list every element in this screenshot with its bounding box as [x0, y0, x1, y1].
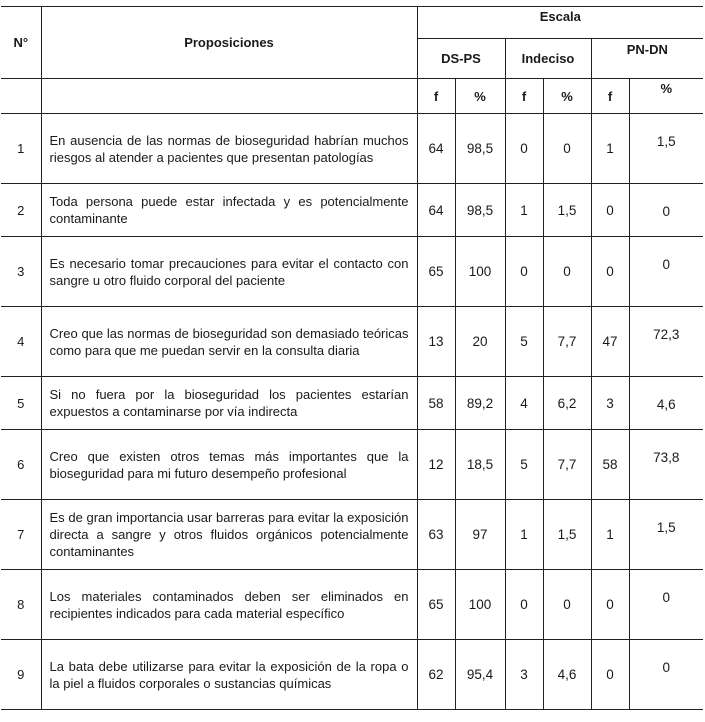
percent-cell: 72,3 [629, 307, 703, 377]
sub-header-f: f [417, 79, 455, 114]
frequency-cell: 0 [591, 184, 629, 237]
sub-header-f: f [505, 79, 543, 114]
frequency-cell: 1 [505, 184, 543, 237]
frequency-cell: 1 [591, 114, 629, 184]
percent-cell: 18,5 [455, 430, 505, 500]
percent-cell: 4,6 [629, 377, 703, 430]
col-propositions-header: Proposiciones [41, 7, 417, 79]
row-number: 1 [1, 114, 41, 184]
percent-cell: 20 [455, 307, 505, 377]
percent-cell: 100 [455, 237, 505, 307]
table-row [1, 430, 703, 500]
frequency-cell: 58 [417, 377, 455, 430]
percent-cell: 95,4 [455, 640, 505, 710]
percent-cell: 0 [543, 114, 591, 184]
percent-cell: 1,5 [543, 500, 591, 570]
row-number: 9 [1, 640, 41, 710]
frequency-cell: 1 [505, 500, 543, 570]
percent-cell: 0 [629, 640, 703, 710]
frequency-cell: 13 [417, 307, 455, 377]
percent-cell: 1,5 [629, 114, 703, 184]
table-row [1, 114, 703, 184]
percent-cell: 100 [455, 570, 505, 640]
bioseguridad-table [1, 6, 703, 710]
frequency-cell: 3 [505, 640, 543, 710]
percent-cell: 0 [543, 237, 591, 307]
percent-cell: 0 [543, 570, 591, 640]
table-row [1, 307, 703, 377]
table-row [1, 570, 703, 640]
table-row [1, 500, 703, 570]
percent-cell: 1,5 [629, 500, 703, 570]
row-number: 3 [1, 237, 41, 307]
percent-cell: 97 [455, 500, 505, 570]
frequency-cell: 3 [591, 377, 629, 430]
percent-cell: 89,2 [455, 377, 505, 430]
frequency-cell: 65 [417, 570, 455, 640]
frequency-cell: 63 [417, 500, 455, 570]
group-ds-ps-header: DS-PS [417, 39, 505, 79]
proposition-text: Es necesario tomar precauciones para evitar el contacto con sangre u otro fluido corporal del paciente [41, 237, 417, 307]
proposition-text: Toda persona puede estar infectada y es potencialmente contaminante [41, 184, 417, 237]
proposition-text: Es de gran importancia usar barreras para evitar la exposición directa a sangre y otros fluidos orgánicos potencialmente contaminantes [41, 500, 417, 570]
percent-cell: 1,5 [543, 184, 591, 237]
percent-cell: 4,6 [543, 640, 591, 710]
table-row [1, 184, 703, 237]
sub-header-pct: % [455, 79, 505, 114]
percent-cell: 0 [629, 237, 703, 307]
frequency-cell: 0 [591, 640, 629, 710]
scale-header: Escala [417, 7, 703, 39]
row-number: 5 [1, 377, 41, 430]
frequency-cell: 5 [505, 430, 543, 500]
row-number: 6 [1, 430, 41, 500]
sub-header-pct: % [543, 79, 591, 114]
frequency-cell: 5 [505, 307, 543, 377]
percent-cell: 98,5 [455, 184, 505, 237]
group-pn-dn-header: PN-DN [591, 39, 703, 79]
frequency-cell: 0 [505, 237, 543, 307]
frequency-cell: 64 [417, 114, 455, 184]
row-number: 8 [1, 570, 41, 640]
proposition-text: Creo que las normas de bioseguridad son demasiado teóricas como para que me puedan servir en la consulta diaria [41, 307, 417, 377]
blank-header-cell [41, 79, 417, 114]
frequency-cell: 62 [417, 640, 455, 710]
frequency-cell: 12 [417, 430, 455, 500]
proposition-text: En ausencia de las normas de bioseguridad habrían muchos riesgos al atender a pacientes que presentan patologías [41, 114, 417, 184]
proposition-text: La bata debe utilizarse para evitar la exposición de la ropa o la piel a fluidos corporales o sustancias químicas [41, 640, 417, 710]
frequency-cell: 4 [505, 377, 543, 430]
table-row [1, 237, 703, 307]
frequency-cell: 1 [591, 500, 629, 570]
table-row [1, 377, 703, 430]
frequency-cell: 65 [417, 237, 455, 307]
blank-header-cell [1, 79, 41, 114]
sub-header-f: f [591, 79, 629, 114]
percent-cell: 98,5 [455, 114, 505, 184]
row-number: 7 [1, 500, 41, 570]
percent-cell: 73,8 [629, 430, 703, 500]
percent-cell: 0 [629, 184, 703, 237]
frequency-cell: 58 [591, 430, 629, 500]
table-row [1, 640, 703, 710]
percent-cell: 7,7 [543, 430, 591, 500]
frequency-cell: 0 [591, 237, 629, 307]
sub-header-pct: % [629, 79, 703, 114]
percent-cell: 7,7 [543, 307, 591, 377]
frequency-cell: 0 [505, 114, 543, 184]
frequency-cell: 47 [591, 307, 629, 377]
group-indeciso-header: Indeciso [505, 39, 591, 79]
proposition-text: Si no fuera por la bioseguridad los pacientes estarían expuestos a contaminarse por vía indirecta [41, 377, 417, 430]
frequency-cell: 64 [417, 184, 455, 237]
percent-cell: 6,2 [543, 377, 591, 430]
percent-cell: 0 [629, 570, 703, 640]
row-number: 2 [1, 184, 41, 237]
col-number-header: N° [1, 7, 41, 79]
row-number: 4 [1, 307, 41, 377]
proposition-text: Creo que existen otros temas más importantes que la bioseguridad para mi futuro desempeño profesional [41, 430, 417, 500]
proposition-text: Los materiales contaminados deben ser eliminados en recipientes indicados para cada material específico [41, 570, 417, 640]
frequency-cell: 0 [505, 570, 543, 640]
frequency-cell: 0 [591, 570, 629, 640]
